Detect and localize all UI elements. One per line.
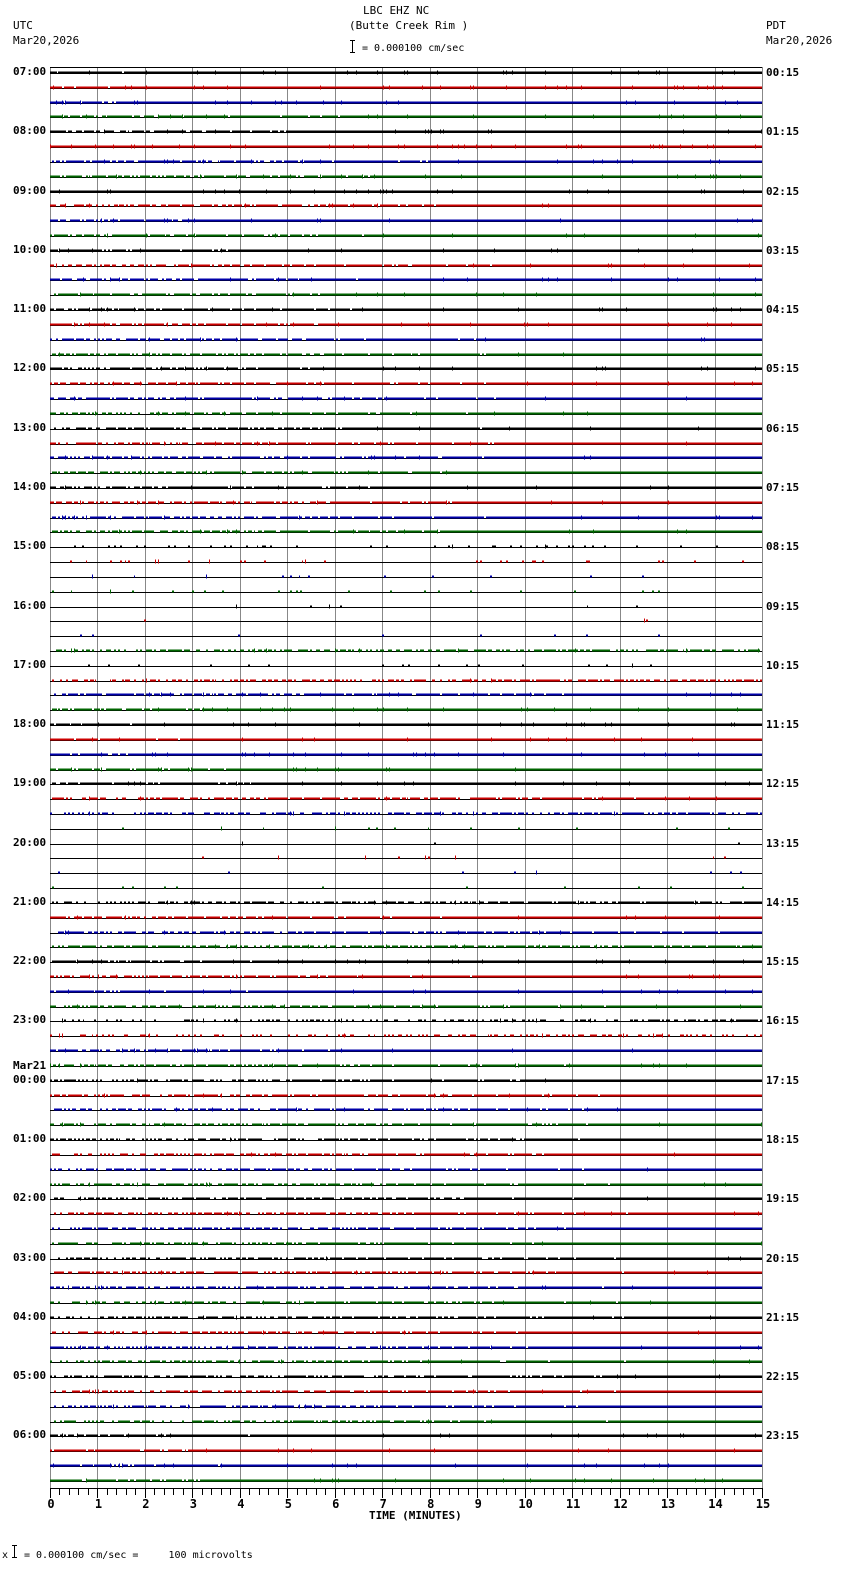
local-time-label: 16:15 xyxy=(766,1014,800,1028)
utc-time-label: 01:00 xyxy=(13,1132,47,1146)
utc-time-label: 22:00 xyxy=(13,954,47,968)
local-time-label: 03:15 xyxy=(766,243,800,257)
date-change-label: Mar21 xyxy=(13,1058,47,1072)
local-time-label: 04:15 xyxy=(766,303,800,317)
footer-prefix: x xyxy=(2,1550,9,1561)
local-time-label: 21:15 xyxy=(766,1310,800,1324)
local-time-label: 08:15 xyxy=(766,540,800,554)
local-time-label: 01:15 xyxy=(766,125,800,139)
x-tick-label: 11 xyxy=(565,1497,581,1511)
utc-time-label: 00:00 xyxy=(13,1072,47,1086)
x-tick-label: 4 xyxy=(237,1497,245,1511)
utc-time-label: 02:00 xyxy=(13,1191,47,1205)
utc-time-label: 07:00 xyxy=(13,65,47,78)
x-tick-label: 7 xyxy=(379,1497,387,1511)
local-time-label: 12:15 xyxy=(766,777,800,791)
local-time-label: 10:15 xyxy=(766,658,800,672)
utc-time-label: 19:00 xyxy=(13,776,47,790)
station-code: LBC EHZ NC xyxy=(363,4,430,17)
utc-time-label: 13:00 xyxy=(13,420,47,434)
local-time-label: 00:15 xyxy=(766,66,800,79)
left-timezone: UTC xyxy=(13,19,33,32)
local-time-label: 07:15 xyxy=(766,480,800,494)
utc-time-label: 14:00 xyxy=(13,479,47,493)
local-time-label: 18:15 xyxy=(766,1133,800,1147)
right-date: Mar20,2026 xyxy=(766,34,833,47)
utc-time-label: 21:00 xyxy=(13,894,47,908)
local-time-label: 06:15 xyxy=(766,421,800,435)
x-tick-label: 2 xyxy=(142,1497,150,1511)
utc-time-label: 09:00 xyxy=(13,183,47,197)
utc-time-label: 08:00 xyxy=(13,124,47,138)
x-tick-label: 1 xyxy=(94,1497,103,1511)
x-tick-label: 6 xyxy=(332,1497,340,1511)
utc-time-label: 16:00 xyxy=(13,598,47,612)
utc-time-label: 03:00 xyxy=(13,1250,47,1264)
local-time-label: 23:15 xyxy=(766,1429,800,1443)
utc-time-label: 10:00 xyxy=(13,242,47,256)
x-tick-label: 0 xyxy=(47,1497,55,1511)
local-time-label: 15:15 xyxy=(766,955,800,969)
footer-scale-bar-icon xyxy=(14,1545,20,1558)
utc-time-label: 18:00 xyxy=(13,717,47,731)
utc-time-label: 12:00 xyxy=(13,361,47,375)
utc-time-label: 20:00 xyxy=(13,835,47,849)
station-location: (Butte Creek Rim ) xyxy=(349,19,469,32)
utc-time-label: 23:00 xyxy=(13,1013,47,1027)
x-axis-label: TIME (MINUTES) xyxy=(369,1509,462,1522)
utc-time-label: 06:00 xyxy=(13,1428,47,1442)
x-tick-label: 15 xyxy=(755,1497,771,1511)
x-tick-label: 13 xyxy=(660,1497,676,1511)
amplitude-scale-text: = 0.000100 cm/sec xyxy=(362,43,465,54)
x-tick-label: 9 xyxy=(474,1497,482,1511)
left-date: Mar20,2026 xyxy=(13,34,80,47)
x-tick-label: 5 xyxy=(284,1497,292,1511)
utc-time-label: 11:00 xyxy=(13,302,47,316)
footer-scale-text: = 0.000100 cm/sec = 100 microvolts xyxy=(24,1550,253,1561)
local-time-label: 11:15 xyxy=(766,718,800,732)
local-time-label: 14:15 xyxy=(766,895,800,909)
x-tick-label: 10 xyxy=(518,1497,533,1511)
x-tick-label: 8 xyxy=(427,1497,435,1511)
local-time-label: 20:15 xyxy=(766,1251,800,1265)
right-timezone: PDT xyxy=(766,19,786,32)
local-time-label: 02:15 xyxy=(766,184,800,198)
local-time-label: 17:15 xyxy=(766,1073,800,1087)
utc-time-label: 04:00 xyxy=(13,1309,47,1323)
utc-time-label: 15:00 xyxy=(13,539,47,553)
local-time-label: 05:15 xyxy=(766,362,800,376)
x-tick-label: 3 xyxy=(189,1497,198,1511)
local-time-label: 22:15 xyxy=(766,1370,800,1384)
utc-time-label: 17:00 xyxy=(13,657,47,671)
local-time-label: 09:15 xyxy=(766,599,800,613)
utc-time-label: 05:00 xyxy=(13,1369,47,1383)
local-time-label: 13:15 xyxy=(766,836,800,850)
local-time-label: 19:15 xyxy=(766,1192,800,1206)
x-tick-label: 14 xyxy=(708,1497,723,1511)
x-tick-label: 12 xyxy=(613,1497,628,1511)
